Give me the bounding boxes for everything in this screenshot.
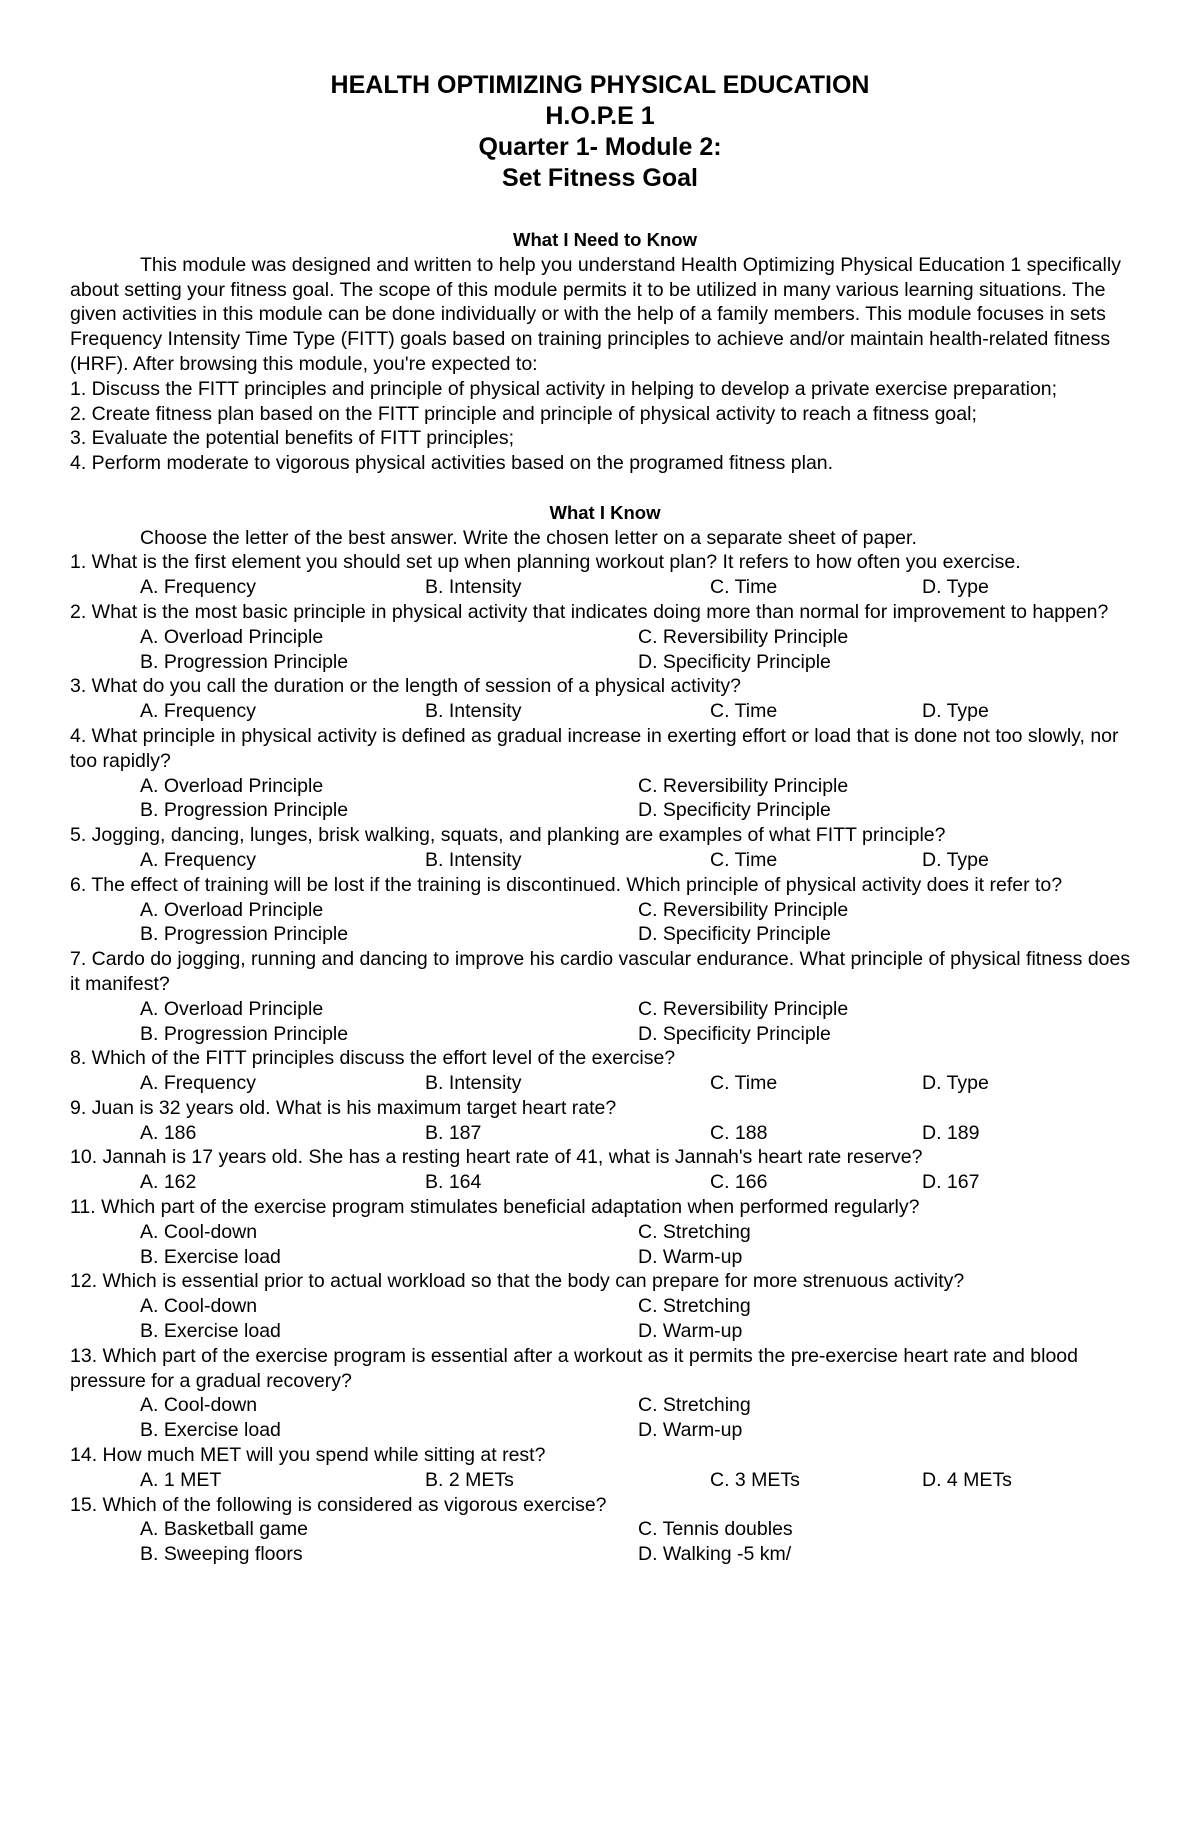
option-d: D. Warm-up: [638, 1320, 743, 1343]
option-c: C. Reversibility Principle: [638, 625, 849, 648]
answer-options: [70, 1071, 1140, 1096]
option-a: A. Overload Principle: [140, 774, 324, 797]
option-b: B. Intensity: [425, 1072, 522, 1095]
section-heading-what-i-need-to-know: What I Need to Know: [513, 229, 697, 250]
question-text: 3. What do you call the duration or the length of session of a physical activity?: [70, 675, 741, 698]
question-text: 9. Juan is 32 years old. What is his maximum target heart rate?: [70, 1096, 617, 1119]
option-d: D. 167: [922, 1171, 980, 1194]
option-d: D. Specificity Principle: [638, 799, 831, 822]
answer-options: [70, 1170, 1140, 1195]
option-a: A. Cool-down: [140, 1295, 258, 1318]
question-text: 7. Cardo do jogging, running and dancing to improve his cardio vascular endurance. What principle of physical fitness does it manifest?: [70, 948, 1131, 995]
answer-options: [70, 625, 1140, 675]
answer-options: [70, 1517, 1140, 1567]
question-text: 12. Which is essential prior to actual workload so that the body can prepare for more strenuous activity?: [70, 1270, 965, 1293]
option-d: D. 4 METs: [922, 1468, 1012, 1491]
option-c: C. Time: [710, 700, 778, 723]
spacer: [70, 476, 1140, 501]
option-a: A. Frequency: [140, 1072, 256, 1095]
option-c: C. 188: [710, 1121, 768, 1144]
document-header: [0, 70, 1200, 194]
intro-paragraph: This module was designed and written to help you understand Health Optimizing Physical Education 1 specifically about setting your fitness goal. The scope of this module permits it to be utilized in many various learning situations. The given activities in this module can be done individually or with the help of a family members. This module focuses in sets Frequency Intensity Time Type (FITT) goals based on training principles to achieve and/or maintain health-related fitness (HRF). After browsing this module, you're expected to:: [70, 253, 1121, 375]
option-b: B. Intensity: [425, 848, 522, 871]
option-b: B. Progression Principle: [140, 650, 349, 673]
module-label: Quarter 1- Module 2:: [478, 133, 722, 161]
objective-item: 1. Discuss the FITT principles and principle of physical activity in helping to develop a private exercise preparation;: [70, 377, 1058, 400]
option-d: D. Specificity Principle: [638, 923, 831, 946]
question-text: 11. Which part of the exercise program stimulates beneficial adaptation when performed regularly?: [70, 1196, 920, 1219]
objective-item: 2. Create fitness plan based on the FITT principle and principle of physical activity to reach a fitness goal;: [70, 402, 977, 425]
question-text: 1. What is the first element you should set up when planning workout plan? It refers to how often you exercise.: [70, 551, 1021, 574]
option-c: C. 166: [710, 1171, 768, 1194]
option-c: C. Reversibility Principle: [638, 898, 849, 921]
option-a: A. Frequency: [140, 848, 256, 871]
answer-options: [70, 699, 1140, 724]
option-b: B. Progression Principle: [140, 799, 349, 822]
option-a: A. Overload Principle: [140, 997, 324, 1020]
option-a: A. Cool-down: [140, 1220, 258, 1243]
option-c: C. Reversibility Principle: [638, 774, 849, 797]
question-text: 14. How much MET will you spend while sitting at rest?: [70, 1444, 546, 1467]
objective-item: 4. Perform moderate to vigorous physical activities based on the programed fitness plan.: [70, 452, 834, 475]
option-d: D. Type: [922, 848, 989, 871]
instructions: Choose the letter of the best answer. Write the chosen letter on a separate sheet of paper.: [140, 526, 917, 549]
option-d: D. Type: [922, 1072, 989, 1095]
option-c: C. Stretching: [638, 1295, 751, 1318]
answer-options: [70, 774, 1140, 824]
question-text: 2. What is the most basic principle in physical activity that indicates doing more than normal for improvement to happen?: [70, 600, 1109, 623]
question-text: 10. Jannah is 17 years old. She has a resting heart rate of 41, what is Jannah's heart rate reserve?: [70, 1146, 923, 1169]
option-a: A. 1 MET: [140, 1468, 222, 1491]
option-a: A. Cool-down: [140, 1394, 258, 1417]
answer-options: [70, 1294, 1140, 1344]
answer-options: [70, 575, 1140, 600]
option-c: C. Time: [710, 1072, 778, 1095]
option-b: B. Exercise load: [140, 1419, 281, 1442]
option-b: B. Sweeping floors: [140, 1543, 303, 1566]
option-b: B. Exercise load: [140, 1320, 281, 1343]
subject-title: HEALTH OPTIMIZING PHYSICAL EDUCATION: [330, 71, 870, 99]
option-b: B. Progression Principle: [140, 923, 349, 946]
option-a: A. Frequency: [140, 700, 256, 723]
option-d: D. Warm-up: [638, 1245, 743, 1268]
option-d: D. Specificity Principle: [638, 1022, 831, 1045]
option-b: B. Intensity: [425, 576, 522, 599]
option-a: A. 162: [140, 1171, 197, 1194]
option-b: B. 2 METs: [425, 1468, 514, 1491]
module-title: Set Fitness Goal: [502, 164, 698, 192]
section-heading-what-i-know: What I Know: [549, 501, 661, 523]
option-d: D. 189: [922, 1121, 980, 1144]
option-a: A. Overload Principle: [140, 898, 324, 921]
question-text: 13. Which part of the exercise program is essential after a workout as it permits the pre-exercise heart rate and blood pressure for a gradual recovery?: [70, 1344, 1078, 1392]
option-d: D. Walking -5 km/: [638, 1543, 792, 1566]
option-c: C. Time: [710, 848, 778, 871]
option-b: B. 164: [425, 1171, 482, 1194]
option-d: D. Warm-up: [638, 1419, 743, 1442]
option-a: A. 186: [140, 1121, 197, 1144]
option-d: D. Type: [922, 700, 989, 723]
answer-options: [70, 898, 1140, 948]
option-d: D. Type: [922, 576, 989, 599]
option-c: C. Tennis doubles: [638, 1518, 793, 1541]
question-text: 6. The effect of training will be lost if the training is discontinued. Which principle of physical activity does it refer to?: [70, 873, 1063, 896]
option-d: D. Specificity Principle: [638, 650, 831, 673]
answer-options: [70, 997, 1140, 1047]
option-b: B. Intensity: [425, 700, 522, 723]
question-text: 4. What principle in physical activity is defined as gradual increase in exerting effort or load that is done not too slowly, nor too rapidly?: [70, 724, 1119, 772]
option-c: C. Time: [710, 576, 778, 599]
document-body: [70, 228, 1140, 1567]
option-a: A. Basketball game: [140, 1518, 309, 1541]
answer-options: [70, 1220, 1140, 1270]
answer-options: [70, 1468, 1140, 1493]
option-b: B. 187: [425, 1121, 482, 1144]
option-c: C. Stretching: [638, 1394, 751, 1417]
question-text: 8. Which of the FITT principles discuss the effort level of the exercise?: [70, 1047, 676, 1070]
option-c: C. Stretching: [638, 1220, 751, 1243]
option-a: A. Overload Principle: [140, 625, 324, 648]
option-b: B. Progression Principle: [140, 1022, 349, 1045]
objective-item: 3. Evaluate the potential benefits of FITT principles;: [70, 427, 515, 450]
option-a: A. Frequency: [140, 576, 256, 599]
question-text: 15. Which of the following is considered as vigorous exercise?: [70, 1493, 607, 1516]
answer-options: [70, 1393, 1140, 1443]
answer-options: [70, 848, 1140, 873]
option-c: C. Reversibility Principle: [638, 997, 849, 1020]
answer-options: [70, 1121, 1140, 1146]
option-c: C. 3 METs: [710, 1468, 800, 1491]
course-code: H.O.P.E 1: [545, 102, 655, 130]
question-text: 5. Jogging, dancing, lunges, brisk walking, squats, and planking are examples of what FITT principle?: [70, 824, 946, 847]
option-b: B. Exercise load: [140, 1245, 281, 1268]
